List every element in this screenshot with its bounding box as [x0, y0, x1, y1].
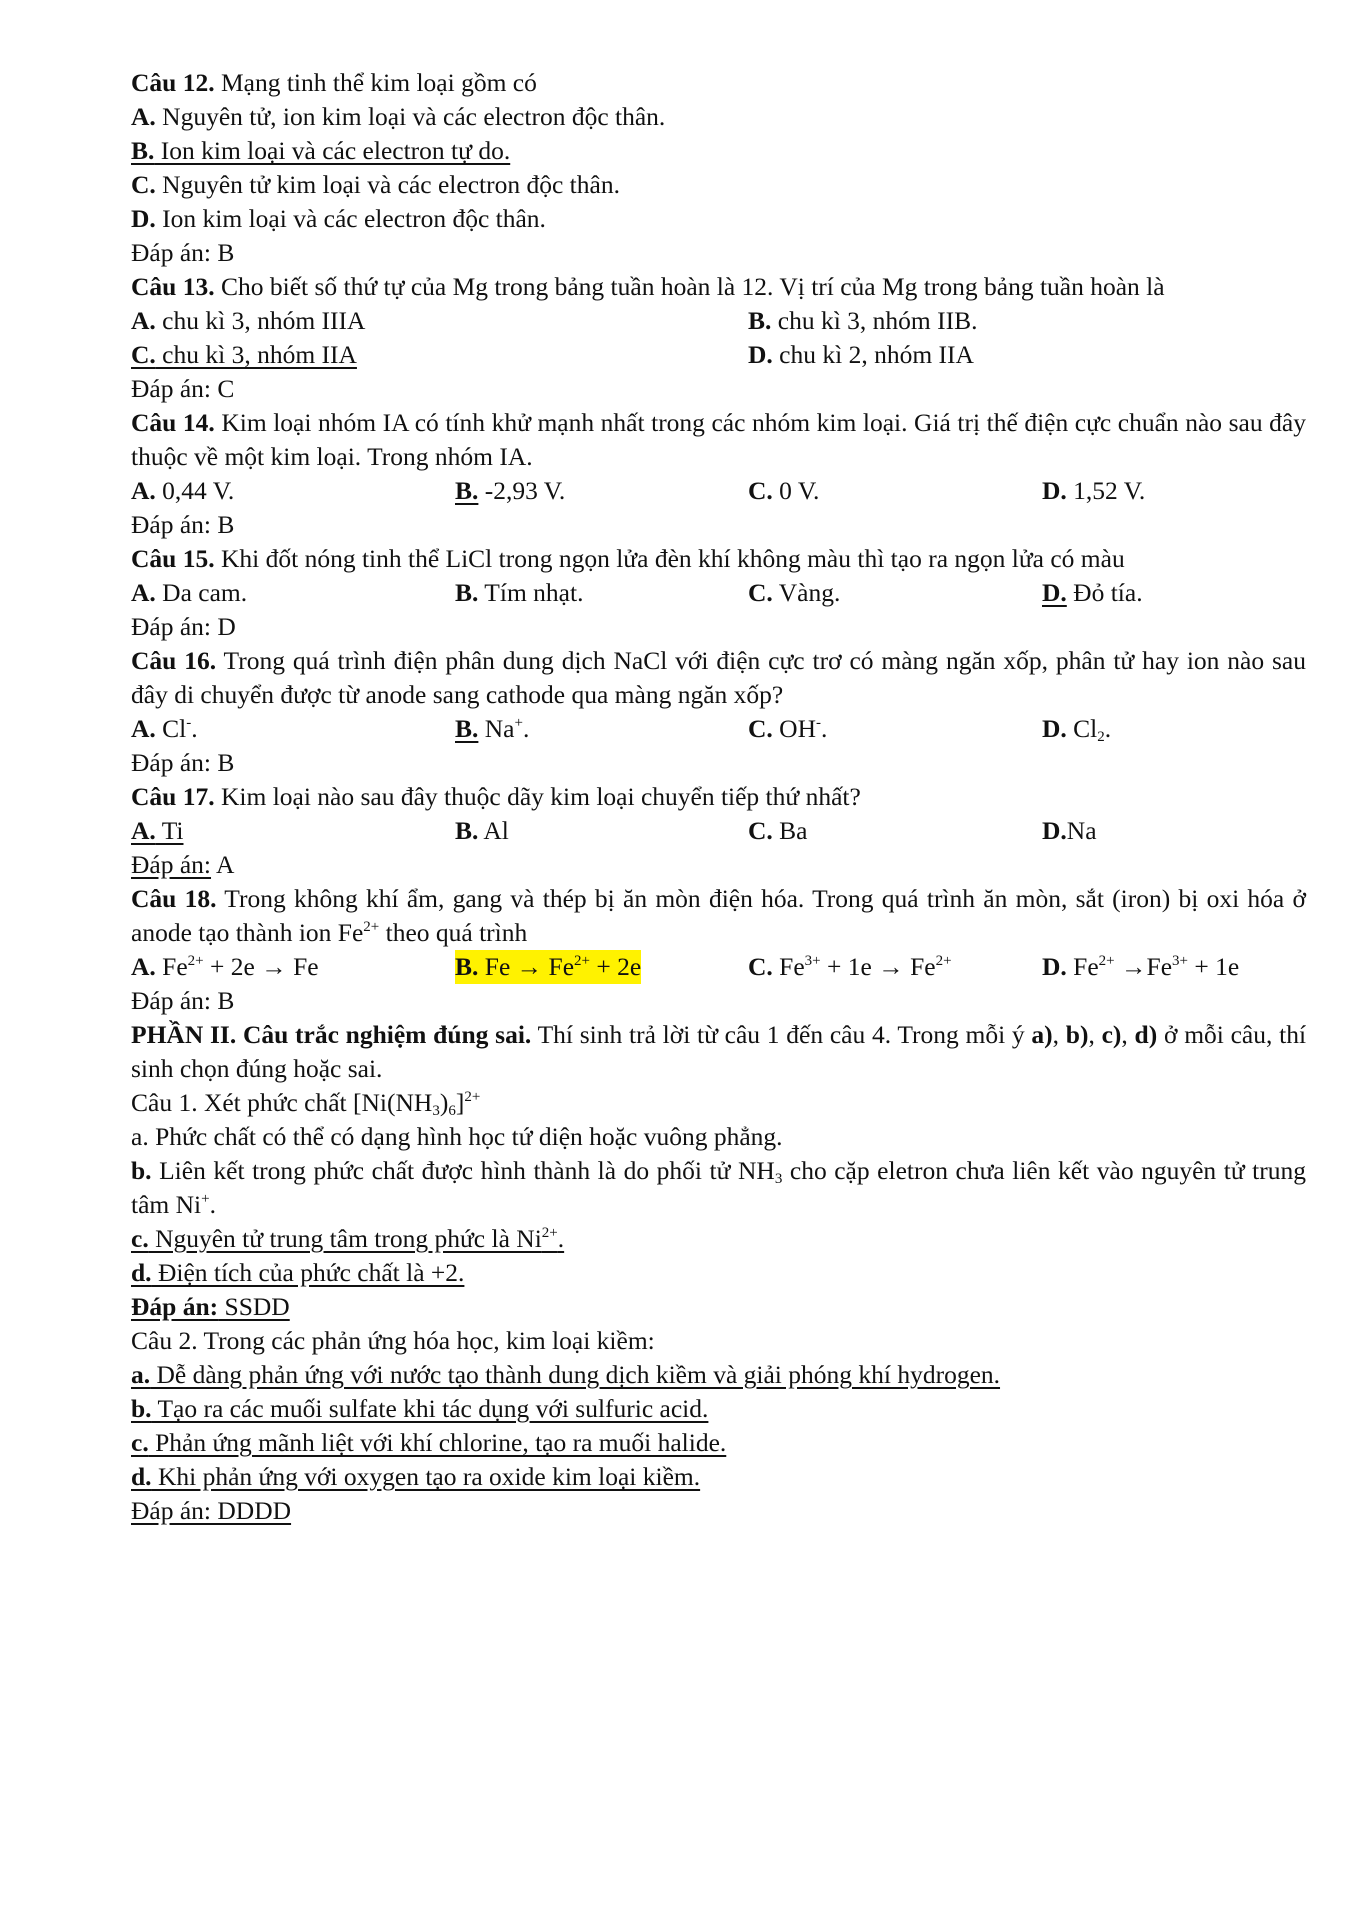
- option-letter: C.: [748, 816, 773, 845]
- statement-text: Phản ứng mãnh liệt với khí chlorine, tạo ra muối halide.: [148, 1428, 727, 1457]
- option-letter: A.: [131, 952, 156, 981]
- option-letter: D.: [131, 204, 156, 233]
- option-text: Fe: [772, 952, 805, 981]
- options-row: [131, 950, 1306, 984]
- statement-letter: c.: [131, 1224, 149, 1253]
- answer-line: Đáp án: B: [131, 986, 235, 1015]
- option-text: 0,44 V.: [155, 476, 235, 505]
- option-d: [1042, 474, 1145, 508]
- option-b: [455, 814, 509, 848]
- option-d: [1042, 712, 1111, 746]
- option-letter: B.: [455, 816, 479, 845]
- option-text: →Fe: [1114, 952, 1173, 981]
- option-text: Ti: [155, 816, 184, 845]
- option-text: Na: [478, 714, 515, 743]
- option-c-correct: [131, 338, 357, 372]
- option-d: [1042, 814, 1097, 848]
- option-c: [748, 712, 827, 746]
- options-row-2: [131, 338, 1306, 372]
- charge: -: [186, 715, 192, 731]
- item-c-ref: c): [1101, 1020, 1122, 1049]
- answer-label: Đáp án:: [131, 1292, 219, 1321]
- statement-text: cho cặp eletron chưa liên kết vào nguyên tử trung tâm Ni: [131, 1156, 1307, 1219]
- options-row: [131, 576, 1306, 610]
- question-17: [131, 780, 1306, 814]
- option-a: [131, 950, 319, 984]
- question-label: Câu 16.: [131, 646, 217, 675]
- instructions-tail: ở mỗi câu, thí sinh chọn đúng hoặc sai.: [131, 1020, 1307, 1083]
- statement-d-correct: [131, 1256, 1306, 1290]
- option-letter: B.: [455, 952, 479, 981]
- statement-a: a. Phức chất có thể có dạng hình học tứ diện hoặc vuông phẳng.: [131, 1122, 783, 1151]
- answer-value: SSDD: [218, 1292, 290, 1321]
- item-d-ref: d): [1134, 1020, 1158, 1049]
- correct-option: [131, 136, 510, 165]
- option-text: Ion kim loại và các electron độc thân.: [155, 204, 546, 233]
- option-c: [748, 814, 808, 848]
- item-a-ref: a): [1031, 1020, 1053, 1049]
- option-text: Ba: [772, 816, 808, 845]
- answer-line: Đáp án: B: [131, 748, 235, 777]
- part-title: PHẦN II. Câu trắc nghiệm đúng sai.: [131, 1020, 532, 1049]
- question-label: Câu 17.: [131, 782, 215, 811]
- option-text: Fe → Fe: [478, 952, 575, 981]
- answer-line: [131, 1494, 1306, 1528]
- question-15: [131, 542, 1306, 576]
- answer-value: A: [211, 850, 235, 879]
- charge: 2+: [187, 953, 204, 969]
- options-row: [131, 814, 1306, 848]
- answer-line: Đáp án: D: [131, 612, 236, 641]
- answer-line: Đáp án: C: [131, 374, 235, 403]
- question-18: [131, 882, 1306, 950]
- option-text: Cl: [1066, 714, 1098, 743]
- answer-line: [131, 848, 1306, 882]
- question-text: Khi đốt nóng tinh thể LiCl trong ngọn lửa đèn khí không màu thì tạo ra ngọn lửa có màu: [214, 544, 1125, 573]
- charge: +: [514, 715, 523, 731]
- option-letter: C.: [748, 476, 773, 505]
- answer-line: [131, 1290, 1306, 1324]
- option-text: chu kì 3, nhóm IIIA: [155, 306, 366, 335]
- question-text: Trong quá trình điện phân dung dịch NaCl với điện cực trơ có màng ngăn xốp, phân tử hay ion nào sau đây di chuyển được từ anode sang cathode qua màng ngăn xốp?: [131, 646, 1306, 709]
- charge: 2+: [541, 1225, 558, 1241]
- option-letter: B.: [131, 136, 155, 165]
- option-text: + 2e: [589, 952, 642, 981]
- charge: 2+: [363, 919, 380, 935]
- statement-letter: a.: [131, 1360, 151, 1389]
- option-text: chu kì 2, nhóm IIA: [772, 340, 974, 369]
- answer-value: Đáp án: DDDD: [131, 1496, 292, 1525]
- option-text: + 1e: [1187, 952, 1240, 981]
- subscript: 6: [448, 1103, 456, 1119]
- question-text: Cho biết số thứ tự của Mg trong bảng tuần hoàn là 12. Vị trí của Mg trong bảng tuần hoàn là: [214, 272, 1165, 301]
- option-text: Da cam.: [155, 578, 248, 607]
- statement-text: Điện tích của phức chất là +2.: [151, 1258, 465, 1287]
- option-letter: D.: [1042, 476, 1067, 505]
- option-c: [748, 576, 840, 610]
- question-text: Câu 1. Xét phức chất [Ni(NH: [131, 1088, 433, 1117]
- option-tail: .: [191, 714, 198, 743]
- document-page: [131, 66, 1306, 1528]
- options-row: [131, 712, 1306, 746]
- option-text: Vàng.: [772, 578, 841, 607]
- option-a: [131, 576, 247, 610]
- statement-letter: d.: [131, 1258, 152, 1287]
- option-text: -2,93 V.: [478, 476, 566, 505]
- question-label: Câu 18.: [131, 884, 217, 913]
- option-text: Đỏ tía.: [1066, 578, 1143, 607]
- statement-letter: b.: [131, 1156, 152, 1185]
- option-text: OH: [772, 714, 817, 743]
- subscript: 3: [432, 1103, 440, 1119]
- option-letter: B.: [455, 714, 479, 743]
- option-text: 1,52 V.: [1066, 476, 1146, 505]
- option-letter: A.: [131, 102, 156, 131]
- option-letter: A.: [131, 306, 156, 335]
- option-d-correct: [1042, 576, 1143, 610]
- charge: 2+: [464, 1089, 481, 1105]
- option-letter: A.: [131, 714, 156, 743]
- statement-text: Tạo ra các muối sulfate khi tác dụng với sulfuric acid.: [151, 1394, 709, 1423]
- option-b: [748, 304, 978, 338]
- option-d: [131, 202, 1306, 236]
- option-letter: B.: [455, 476, 479, 505]
- question-text: Kim loại nhóm IA có tính khử mạnh nhất trong các nhóm kim loại. Giá trị thế điện cực chuẩn nào sau đây thuộc về một kim loại. Trong nhóm IA.: [131, 408, 1306, 471]
- option-letter: B.: [748, 306, 772, 335]
- question-label: Câu 14.: [131, 408, 215, 437]
- option-text: Ion kim loại và các electron tự do.: [154, 136, 511, 165]
- question-text: Kim loại nào sau đây thuộc dãy kim loại chuyển tiếp thứ nhất?: [214, 782, 861, 811]
- statement-tail: .: [557, 1224, 565, 1253]
- question-12: [131, 66, 1306, 100]
- option-text: + 1e → Fe: [820, 952, 936, 981]
- charge: 3+: [1172, 953, 1188, 969]
- option-c: [131, 168, 1306, 202]
- question-text: ]: [455, 1088, 465, 1117]
- underlined-statement: [131, 1224, 564, 1253]
- option-text: Cl: [155, 714, 187, 743]
- charge: -: [816, 715, 822, 731]
- option-text: chu kì 3, nhóm IIB.: [771, 306, 978, 335]
- option-letter: C.: [748, 578, 773, 607]
- option-text: + 2e → Fe: [203, 952, 319, 981]
- part-2-instructions: [131, 1018, 1306, 1086]
- option-text: chu kì 3, nhóm IIA: [155, 340, 357, 369]
- option-text: Tím nhạt.: [478, 578, 584, 607]
- subscript: 2: [1097, 729, 1105, 745]
- option-text: Fe: [155, 952, 188, 981]
- option-text: Fe: [1066, 952, 1099, 981]
- answer-line: Đáp án: B: [131, 238, 235, 267]
- underlined-statement: [131, 1258, 464, 1287]
- part2-question-2: Câu 2. Trong các phản ứng hóa học, kim loại kiềm:: [131, 1326, 655, 1355]
- options-row: [131, 474, 1306, 508]
- option-b-correct: [455, 712, 529, 746]
- underlined-statement: [131, 1360, 1000, 1389]
- option-text: 0 V.: [772, 476, 820, 505]
- question-text: Trong không khí ẩm, gang và thép bị ăn mòn điện hóa. Trong quá trình ăn mòn, sắt (iron) bị oxi hóa ở anode tạo thành ion Fe: [131, 884, 1306, 947]
- option-a: [131, 304, 365, 338]
- option-letter: D.: [1042, 578, 1067, 607]
- underlined-statement: [131, 1394, 708, 1423]
- option-letter: D.: [1042, 816, 1067, 845]
- option-d: [1042, 950, 1239, 984]
- option-d: [748, 338, 974, 372]
- question-text: Mạng tinh thể kim loại gồm có: [214, 68, 537, 97]
- answer-line: Đáp án: B: [131, 510, 235, 539]
- separator: ,: [1121, 1020, 1135, 1049]
- option-text: Nguyên tử kim loại và các electron độc thân.: [155, 170, 620, 199]
- options-row-1: [131, 304, 1306, 338]
- option-tail: .: [522, 714, 530, 743]
- statement-c-correct: [131, 1222, 1306, 1256]
- statement-letter: c.: [131, 1428, 149, 1457]
- statement-letter: d.: [131, 1462, 152, 1491]
- separator: ,: [1088, 1020, 1102, 1049]
- option-b-correct-highlighted: [455, 950, 641, 984]
- option-text: Na: [1066, 816, 1097, 845]
- option-letter: C.: [748, 952, 773, 981]
- option-c: [748, 474, 819, 508]
- option-tail: .: [821, 714, 828, 743]
- statement-b: [131, 1154, 1306, 1222]
- option-letter: D.: [748, 340, 773, 369]
- statement-a-correct: [131, 1358, 1306, 1392]
- instructions-text: Thí sinh trả lời từ câu 1 đến câu 4. Trong mỗi ý: [531, 1020, 1032, 1049]
- charge: 3+: [804, 953, 821, 969]
- option-letter: D.: [1042, 714, 1067, 743]
- statement-d-correct: [131, 1460, 1306, 1494]
- option-b-correct: [455, 474, 565, 508]
- statement-text: Liên kết trong phức chất được hình thành là do phối tử NH: [151, 1156, 775, 1185]
- option-text: Nguyên tử, ion kim loại và các electron độc thân.: [155, 102, 666, 131]
- option-letter: C.: [131, 340, 156, 369]
- option-letter: D.: [1042, 952, 1067, 981]
- option-a-correct: [131, 814, 183, 848]
- charge: +: [201, 1191, 210, 1207]
- separator: ,: [1052, 1020, 1066, 1049]
- answer-underlined: [131, 1292, 290, 1321]
- question-label: Câu 12.: [131, 68, 215, 97]
- option-a: [131, 100, 1306, 134]
- statement-text: Khi phản ứng với oxygen tạo ra oxide kim loại kiềm.: [151, 1462, 701, 1491]
- underlined-statement: [131, 1462, 700, 1491]
- answer-label: Đáp án:: [131, 850, 212, 879]
- option-letter: A.: [131, 816, 156, 845]
- option-letter: B.: [455, 578, 479, 607]
- option-a: [131, 712, 198, 746]
- option-text: Al: [478, 816, 509, 845]
- option-tail: .: [1104, 714, 1112, 743]
- question-text-tail: theo quá trình: [379, 918, 528, 947]
- question-14: [131, 406, 1306, 474]
- statement-letter: b.: [131, 1394, 152, 1423]
- option-b: [455, 576, 583, 610]
- subscript: 3: [774, 1171, 783, 1187]
- statement-tail: .: [209, 1190, 216, 1219]
- option-b-correct: [131, 134, 1306, 168]
- question-16: [131, 644, 1306, 712]
- question-13: [131, 270, 1306, 304]
- charge: 2+: [574, 953, 590, 969]
- charge: 2+: [1098, 953, 1115, 969]
- statement-c-correct: [131, 1426, 1306, 1460]
- underlined-statement: [131, 1428, 726, 1457]
- statement-b-correct: [131, 1392, 1306, 1426]
- option-c: [748, 950, 952, 984]
- option-letter: A.: [131, 476, 156, 505]
- question-label: Câu 13.: [131, 272, 215, 301]
- statement-text: Dễ dàng phản ứng với nước tạo thành dung dịch kiềm và giải phóng khí hydrogen.: [150, 1360, 1001, 1389]
- option-letter: A.: [131, 578, 156, 607]
- statement-text: Nguyên tử trung tâm trong phức là Ni: [148, 1224, 542, 1253]
- item-b-ref: b): [1065, 1020, 1089, 1049]
- option-letter: C.: [131, 170, 156, 199]
- option-letter: C.: [748, 714, 773, 743]
- part2-question-1: [131, 1086, 1306, 1120]
- option-a: [131, 474, 234, 508]
- charge: 2+: [935, 953, 952, 969]
- question-label: Câu 15.: [131, 544, 215, 573]
- question-text: ): [439, 1088, 449, 1117]
